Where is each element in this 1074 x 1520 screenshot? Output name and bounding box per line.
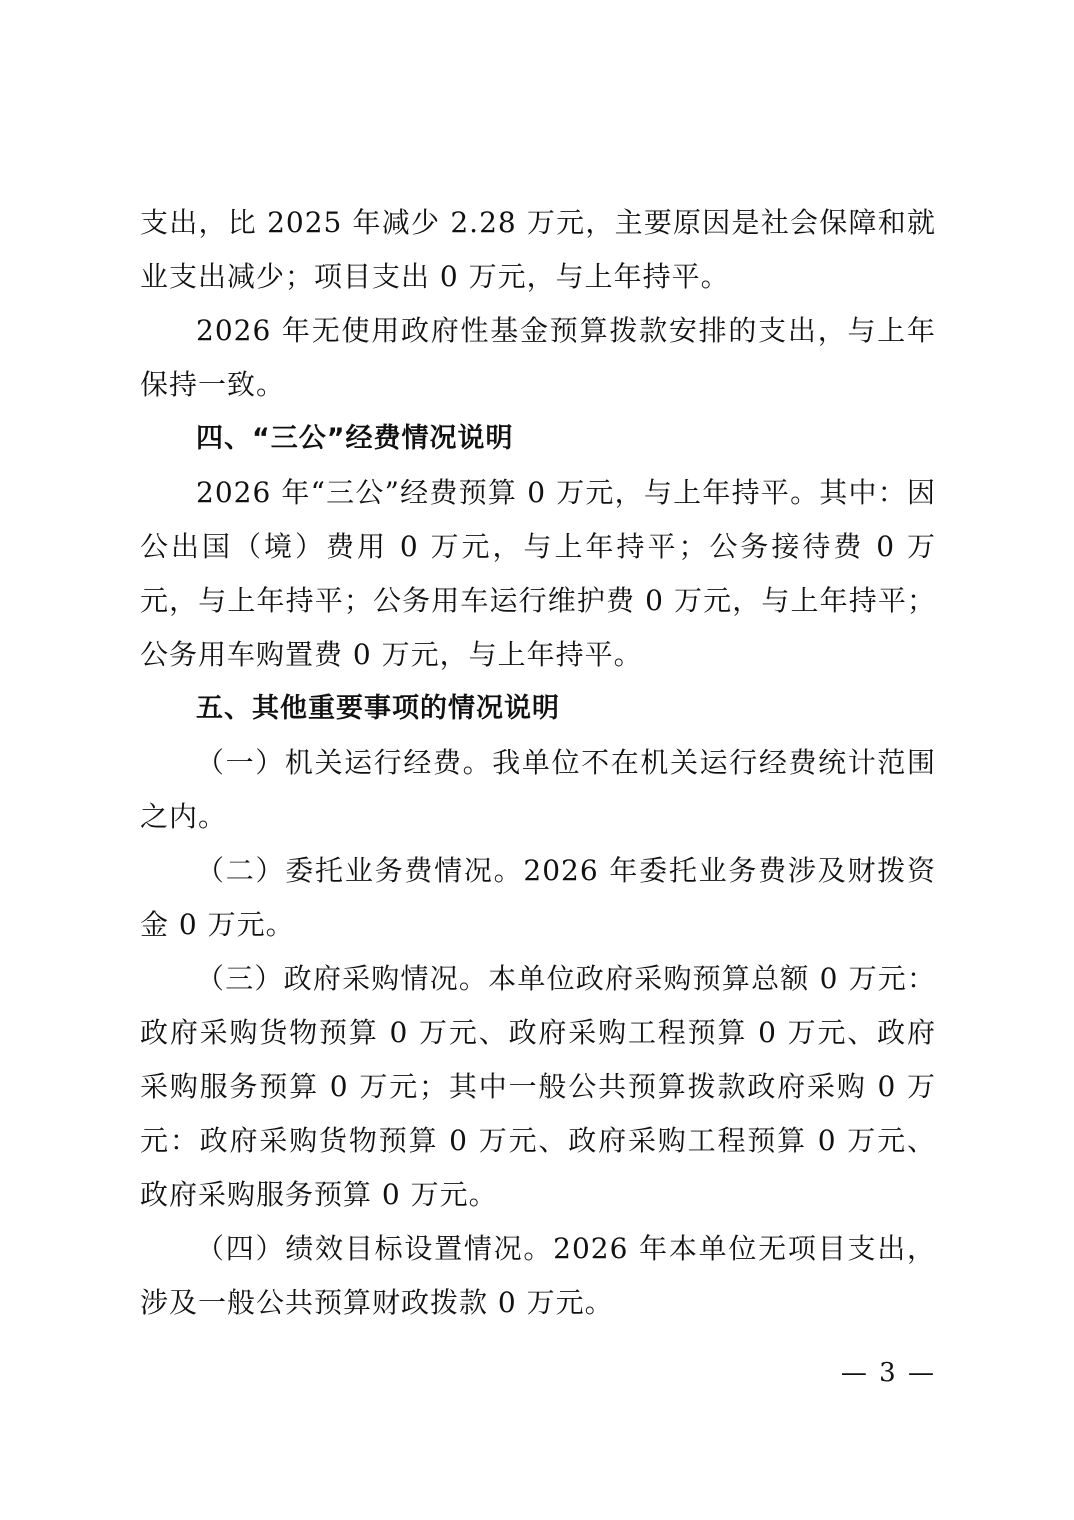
section-heading-three-public: 四、“三公”经费情况说明 xyxy=(196,423,514,454)
section-heading-other-matters: 五、其他重要事项的情况说明 xyxy=(196,693,560,724)
paragraph-government-procurement: （三）政府采购情况。本单位政府采购预算总额 0 万元：政府采购货物预算 0 万元、政府采购工程预算 0 万元、政府采购服务预算 0 万元；其中一般公共预算拨款政府采购 0 万元：政府采购货物预算 0 万元、政府采购工程预算 0 万元、政府采购服务预算 0 万元。 xyxy=(140,962,936,1211)
paragraph-government-fund: 2026 年无使用政府性基金预算拨款安排的支出，与上年保持一致。 xyxy=(140,314,936,401)
paragraph-entrusted-business: （二）委托业务费情况。2026 年委托业务费涉及财拨资金 0 万元。 xyxy=(140,854,936,941)
paragraph-three-public-budget: 2026 年“三公”经费预算 0 万元，与上年持平。其中：因公出国（境）费用 0 万元，与上年持平；公务接待费 0 万元，与上年持平；公务用车运行维护费 0 万元，与上年持平；公务用车购置费 0 万元，与上年持平。 xyxy=(140,476,936,671)
paragraph-operating-funds: （一）机关运行经费。我单位不在机关运行经费统计范围之内。 xyxy=(140,746,936,833)
paragraph-performance-targets: （四）绩效目标设置情况。2026 年本单位无项目支出，涉及一般公共预算财政拨款 0 万元。 xyxy=(140,1232,936,1319)
page-number: — 3 — xyxy=(840,1358,936,1388)
paragraph-continuation: 支出，比 2025 年减少 2.28 万元，主要原因是社会保障和就业支出减少；项目支出 0 万元，与上年持平。 xyxy=(140,206,936,293)
document-body xyxy=(140,196,936,1330)
